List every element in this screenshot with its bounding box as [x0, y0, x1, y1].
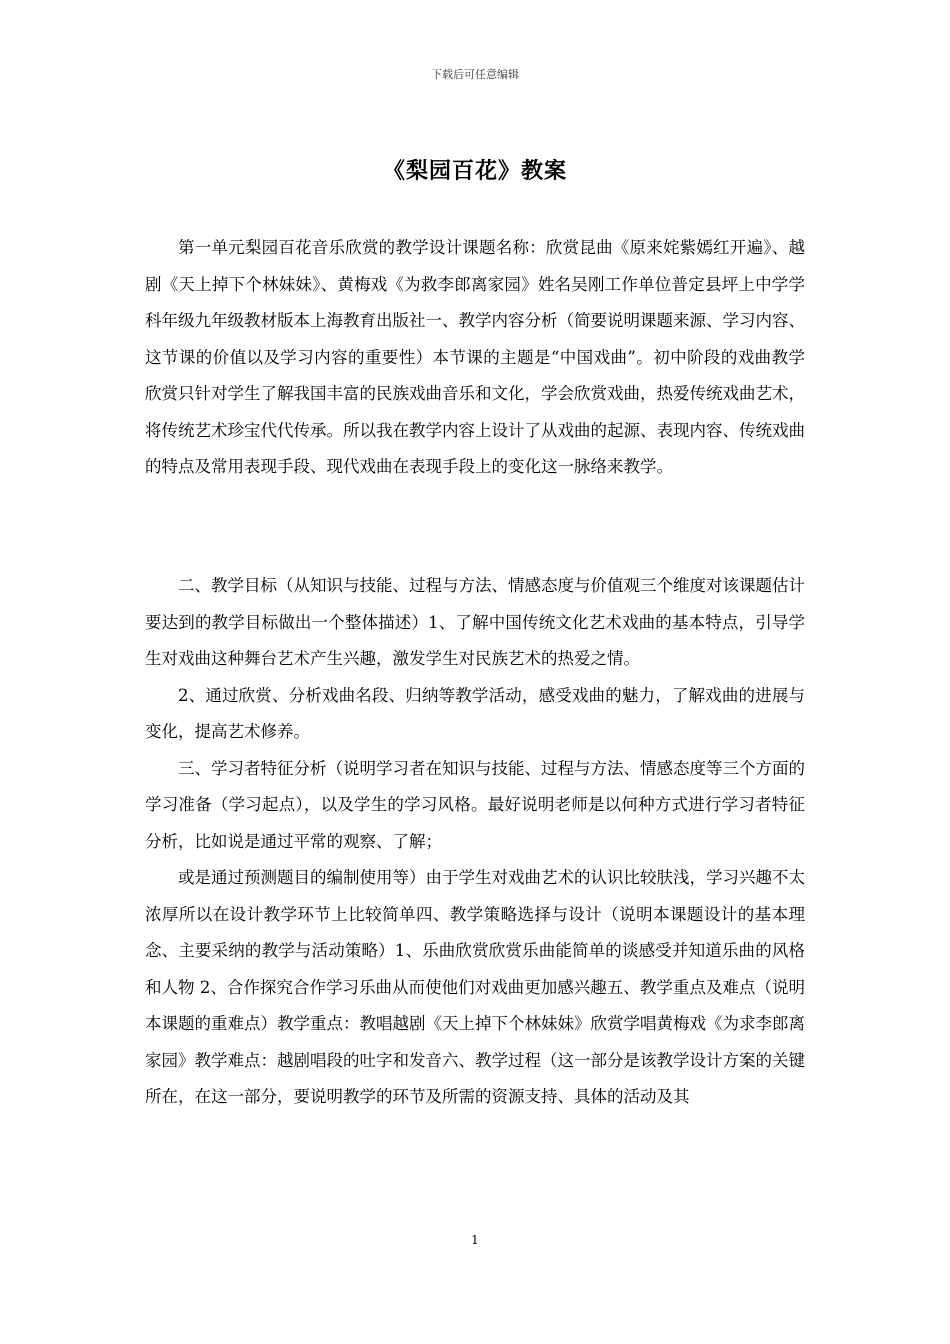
paragraph: 第一单元梨园百花音乐欣赏的教学设计课题名称：欣赏昆曲《原来姹紫嫣红开遍》、越剧《天上掉下个林妹妹》、黄梅戏《为救李郎离家园》姓名吴刚工作单位普定县坪上中学学科年级九年级教材版本上海教育出版社一、教学内容分析（简要说明课题来源、学习内容、这节课的价值以及学习内容的重要性）本节课的主题是“中国戏曲”。初中阶段的戏曲教学欣赏只针对学生了解我国丰富的民族戏曲音乐和文化，学会欣赏戏曲，热爱传统戏曲艺术，将传统艺术珍宝代代传承。所以我在教学内容上设计了从戏曲的起源、表现内容、传统戏曲的特点及常用表现手段、现代戏曲在表现手段上的变化这一脉络来教学。 [145, 238, 805, 476]
body-section-2 [145, 568, 805, 1116]
document-title: 《梨园百花》教案 [382, 158, 567, 184]
paragraph: 或是通过预测题目的编制使用等）由于学生对戏曲艺术的认识比较肤浅，学习兴趣不太浓厚所以在设计教学环节上比较简单四、教学策略选择与设计（说明本课题设计的基本理念、主要采纳的教学与活动策略）1、乐曲欣赏欣赏乐曲能简单的谈感受并知道乐曲的风格和人物 2、合作探究合作学习乐曲从而使他们对戏曲更加感兴趣五、教学重点及难点（说明本课题的重难点）教学重点：教唱越剧《天上掉下个林妹妹》欣赏学唱黄梅戏《为求李郎离家园》教学难点：越剧唱段的吐字和发音六、教学过程（这一部分是该教学设计方案的关键所在，在这一部分，要说明教学的环节及所需的资源支持、具体的活动及其 [145, 868, 805, 1106]
paragraph: 二、教学目标（从知识与技能、过程与方法、情感态度与价值观三个维度对该课题估计要达到的教学目标做出一个整体描述）1、了解中国传统文化艺术戏曲的基本特点，引导学生对戏曲这种舞台艺术产生兴趣，激发学生对民族艺术的热爱之情。 [145, 576, 805, 668]
body-section-1 [145, 230, 805, 486]
paragraph: 2、通过欣赏、分析戏曲名段、归纳等教学活动，感受戏曲的魅力，了解戏曲的进展与变化，提高艺术修养。 [145, 685, 805, 741]
page-header-note: 下载后可任意编辑 [431, 68, 519, 81]
paragraph: 三、学习者特征分析（说明学习者在知识与技能、过程与方法、情感态度等三个方面的学习准备（学习起点），以及学生的学习风格。最好说明老师是以何种方式进行学习者特征分析，比如说是通过平常的观察、了解； [145, 758, 805, 851]
page-number: 1 [471, 1233, 479, 1247]
